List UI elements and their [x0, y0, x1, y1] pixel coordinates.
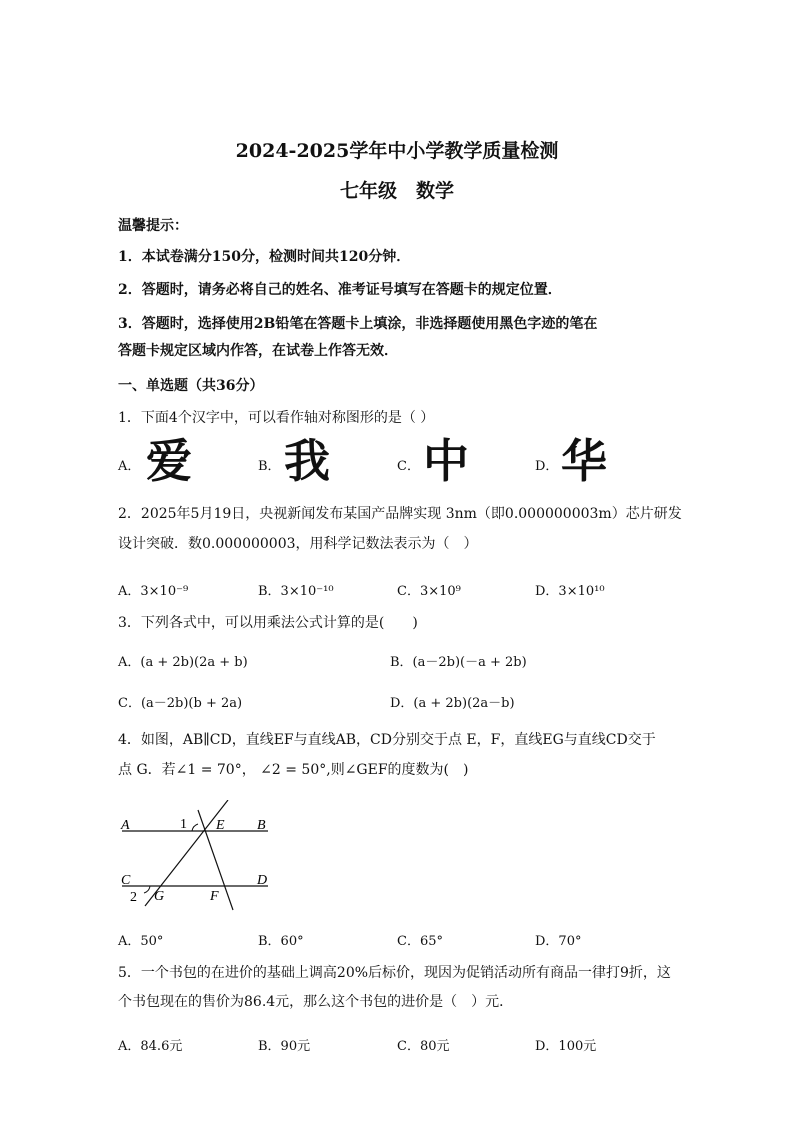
- q3-option-a: A．(a + 2b)(2a + b): [118, 655, 248, 670]
- q5-option-a: A．84.6元: [118, 1039, 183, 1054]
- q3-option-d: D．(a + 2b)(2a－b): [390, 696, 515, 711]
- angle-1-arc: [192, 824, 198, 831]
- label-c: C: [121, 873, 131, 888]
- q4-option-d: D．70°: [535, 934, 582, 949]
- q4-option-a: A．50°: [118, 934, 164, 949]
- tip-item: 1．本试卷满分150分，检测时间共120分钟．: [118, 249, 411, 265]
- angle-2-arc: [144, 886, 150, 893]
- parallel-lines-figure: [118, 800, 278, 912]
- q2-option-b: B．3×10⁻¹⁰: [258, 584, 334, 599]
- exam-subtitle: 七年级 数学: [339, 180, 454, 202]
- tip-item: 2．答题时，请务必将自己的姓名、准考证号填写在答题卡的规定位置．: [118, 282, 562, 298]
- q5-option-c: C．80元: [397, 1039, 450, 1054]
- exam-title: 2024-2025学年中小学教学质量检测: [235, 140, 559, 162]
- label-angle-2: 2: [130, 890, 137, 905]
- q3-option-c: C．(a－2b)(b + 2a): [118, 696, 243, 711]
- tip-item: 3．答题时，选择使用2B铅笔在答题卡上填涂，非选择题使用黑色字迹的笔在: [118, 316, 598, 332]
- question-4-line1: 4．如图，AB∥CD，直线EF与直线AB，CD分别交于点 E，F，直线EG与直线CD交于: [118, 732, 656, 748]
- label-a: A: [121, 818, 130, 833]
- q4-option-c: C．65°: [397, 934, 443, 949]
- question-2-line2: 设计突破．数0.000000003，用科学记数法表示为（ ）: [118, 536, 478, 552]
- q1-option-c-char: 中: [423, 434, 469, 488]
- q2-option-c: C．3×10⁹: [397, 584, 461, 599]
- q2-option-d: D．3×10¹⁰: [535, 584, 605, 599]
- question-5-line1: 5．一个书包的在进价的基础上调高20%后标价，现因为促销活动所有商品一律打9折，这: [118, 965, 671, 981]
- tips-heading: 温馨提示：: [118, 218, 188, 234]
- question-2-line1: 2．2025年5月19日，央视新闻发布某国产品牌实现 3nm（即0.000000003m）芯片研发: [118, 506, 682, 522]
- label-angle-1: 1: [180, 817, 187, 832]
- label-d: D: [257, 873, 268, 888]
- q1-option-b-char: 我: [284, 434, 330, 488]
- q1-option-c-letter: C．: [397, 459, 420, 474]
- q3-option-b: B．(a－2b)(－a + 2b): [390, 655, 527, 670]
- q2-option-a: A．3×10⁻⁹: [118, 584, 189, 599]
- question-1-stem: 1．下面4个汉字中，可以看作轴对称图形的是（ ）: [118, 410, 435, 426]
- q1-option-b-letter: B．: [258, 459, 281, 474]
- q1-option-d-char: 华: [561, 434, 607, 488]
- question-4-line2: 点 G．若∠1 = 70°， ∠2 = 50°,则∠GEF的度数为( ): [118, 762, 469, 778]
- q4-option-b: B．60°: [258, 934, 304, 949]
- label-g: G: [154, 889, 165, 904]
- q1-option-a-letter: A．: [118, 459, 141, 474]
- q5-option-d: D．100元: [535, 1039, 597, 1054]
- q1-option-a-char: 爱: [146, 434, 192, 488]
- label-e: E: [216, 818, 225, 833]
- q1-option-d-letter: D．: [535, 459, 559, 474]
- label-f: F: [210, 889, 219, 904]
- tip-item: 答题卡规定区域内作答，在试卷上作答无效．: [118, 343, 398, 359]
- question-3-stem: 3．下列各式中，可以用乘法公式计算的是( ): [118, 615, 418, 631]
- q5-option-b: B．90元: [258, 1039, 311, 1054]
- question-5-line2: 个书包现在的售价为86.4元，那么这个书包的进价是（ ）元．: [118, 994, 514, 1010]
- section-heading: 一、单选题（共36分）: [118, 378, 264, 394]
- label-b: B: [257, 818, 266, 833]
